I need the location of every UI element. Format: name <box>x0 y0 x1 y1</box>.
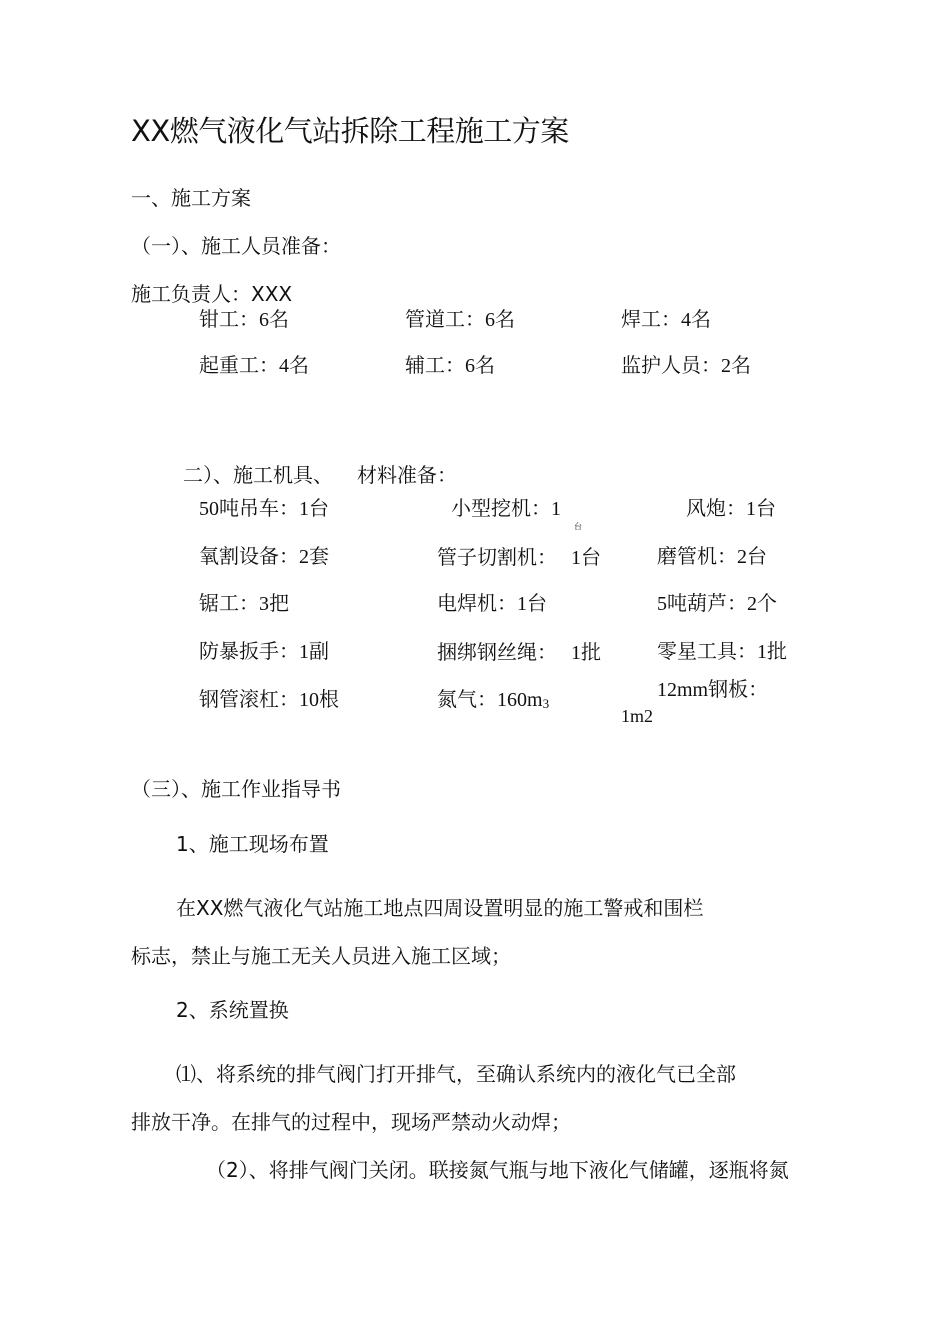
tool-saw: 锯工：3把 <box>199 593 289 615</box>
staff-welder: 焊工：4名 <box>621 307 711 331</box>
document-title: XX燃气液化气站拆除工程施工方案 <box>131 114 569 148</box>
tool-excavator: 小型挖机：1 <box>451 498 561 520</box>
section-heading-1: 一、施工方案 <box>131 186 251 210</box>
item-heading-2: 2、系统置换 <box>176 998 289 1022</box>
tool-steel-plate-value: 1m2 <box>621 706 654 726</box>
site-leader: 施工负责人：XXX <box>131 282 293 306</box>
tool-oxy-cutting: 氧割设备：2套 <box>199 546 329 568</box>
tool-crane: 50吨吊车：1台 <box>199 498 329 520</box>
tool-excavator-unit: 台 <box>574 522 582 531</box>
staff-helper: 辅工：6名 <box>405 353 495 377</box>
tool-pipe-grinder: 磨管机：2台 <box>657 546 767 568</box>
subsection-heading-3: （三）、施工作业指导书 <box>131 777 341 801</box>
paragraph-1-line-1: 在XX燃气液化气站施工地点四周设置明显的施工警戒和围栏 <box>176 896 704 920</box>
tool-explosion-proof-wrench: 防暴扳手：1副 <box>199 641 329 663</box>
subsection-heading-2: 二）、施工机具、 材料准备： <box>183 463 457 487</box>
paragraph-2-line-1: ⑴、将系统的排气阀门打开排气，至确认系统内的液化气已全部 <box>176 1062 736 1086</box>
paragraph-2-line-2: 排放干净。在排气的过程中，现场严禁动火动焊； <box>131 1110 571 1134</box>
tool-pipe-rollers: 钢管滚杠：10根 <box>199 689 339 711</box>
tool-electric-welder: 电焊机：1台 <box>437 593 547 615</box>
tool-pipe-cutter: 管子切割机： 1台 <box>437 545 601 569</box>
staff-fitter: 钳工：6名 <box>199 307 289 331</box>
tool-airgun: 风炮：1台 <box>686 498 776 520</box>
staff-rigger: 起重工：4名 <box>199 353 309 377</box>
tool-chain-hoist: 5吨葫芦：2个 <box>657 593 777 615</box>
tool-steel-plate: 12mm钢板： <box>657 679 769 701</box>
tool-misc-tools: 零星工具：1批 <box>657 641 787 663</box>
paragraph-1-line-2: 标志，禁止与施工无关人员进入施工区域； <box>131 944 511 968</box>
tool-wire-rope: 捆绑钢丝绳： 1批 <box>437 640 601 664</box>
item-heading-1: 1、施工现场布置 <box>176 832 329 856</box>
subsection-heading-1: （一）、施工人员准备： <box>131 234 341 258</box>
staff-pipefitter: 管道工：6名 <box>405 307 515 331</box>
staff-supervisor: 监护人员：2名 <box>621 353 751 377</box>
paragraph-3-line-1: （2）、将排气阀门关闭。联接氮气瓶与地下液化气储罐，逐瓶将氮 <box>206 1158 789 1182</box>
tool-nitrogen: 氮气：$160m_3$ <box>437 689 550 711</box>
